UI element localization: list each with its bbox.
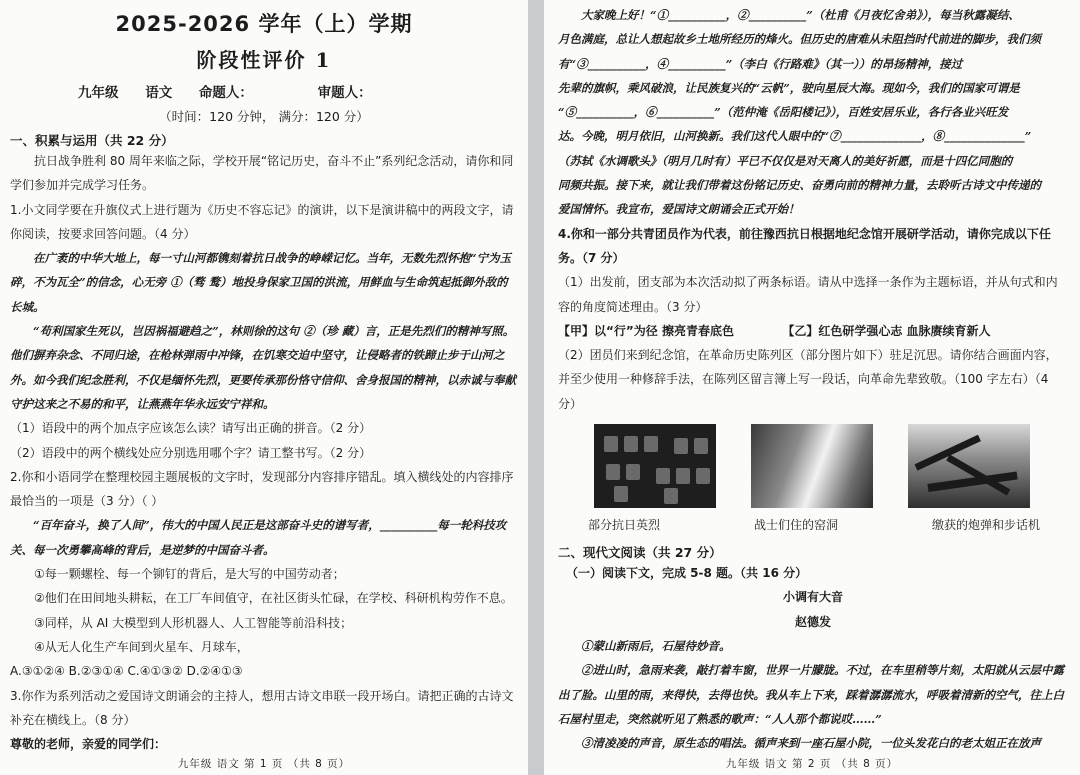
sub-question: （2）语段中的两个横线处应分别选用哪个字？请工整书写。（2 分） — [10, 445, 372, 460]
article-paragraph: ③清凌凌的声音，原生态的唱法。循声来到一座石屋小院，一位头发花白的老太姐正在放声 — [581, 736, 1041, 751]
host-speech-line: 月色满庭，总让人想起故乡土地所经历的烽火。但历史的唐难从未阻挡时代前进的脚步，我们须 — [558, 32, 1041, 47]
photo-captions — [588, 516, 1040, 533]
photo-caption: 部分抗日英烈 — [588, 518, 661, 533]
sub-question: （2）团员们来到纪念馆，在革命历史陈列区（部分图片如下）驻足沉思。请你结合画面内容，并至少使用一种修辞手法，在陈列区留言簿上写一段话，向革命先辈致敬。（100 字左右）（4 分） — [558, 348, 1058, 411]
option-item: ①每一颗螺栓、每一个铆钉的背后，是大写的中国劳动者； — [34, 567, 345, 582]
speech-paragraph: 在广袤的中华大地上，每一寸山河都镌刻着抗日战争的峥嵘记忆。当年，无数先烈怀抱“宁为玉碎，不为瓦全”的信念，心无旁 ①（骛 鹜）地投身保家卫国的洪流，用鲜血与生命筑起抵御外敌的长城。 — [10, 251, 512, 314]
exam-info — [10, 81, 518, 101]
sub-question: （1）出发前，团支部为本次活动拟了两条标语。请从中选择一条作为主题标语，并从句式和内容的角度简述理由。（3 分） — [558, 275, 1058, 314]
speech-opening: 尊敬的老师，亲爱的同学们： — [10, 737, 167, 752]
setter-label: 命题人： — [198, 85, 253, 101]
option-item: ④从无人化生产车间到火星车、月球车， — [34, 639, 249, 654]
slogan-a: 【甲】以“行”为径 擦亮青春底色 — [558, 323, 734, 338]
host-speech-line: 大家晚上好！“①__________，②__________”（杜甫《月夜忆舍弟》），每当秋露凝结、 — [581, 8, 1020, 22]
host-speech-line: （苏轼《水调歌头》（明月几时有）平已不仅仅是对天离人的美好祈愿，而是十四亿同胞的 — [558, 153, 1013, 168]
option-item: ②他们在田间地头耕耘，在工厂车间值守，在社区街头忙碌，在学校、科研机构劳作不息。 — [34, 591, 513, 606]
exam-time: （时间：120 分钟， 满分：120 分） — [159, 109, 369, 124]
reading-part-heading: （一）阅读下文，完成 5-8 题。（共 16 分） — [566, 566, 808, 581]
article-paragraph: ①蒙山新雨后，石屋待妙音。 — [581, 638, 731, 653]
martyrs-photo — [594, 424, 716, 508]
speech-paragraph: “苟利国家生死以，岂因祸福避趋之”，林则徐的这句 ②（珍 藏）言，正是先烈们的精神写照。他们摒弃杂念、不同归途，在枪林弹雨中冲锋，在饥寒交迫中坚守，让侵略者的铁蹄止步于山河之外。如今我们纪念胜利，不仅是缅怀先烈，更要传承那份恪守信仰、舍身报国的精神，以赤诚与奉献守护这来之不易的和平，让燕燕年华永远安宁祥和。 — [10, 324, 516, 411]
section-heading: 二、现代文阅读（共 27 分） — [558, 545, 722, 561]
question-4: 4.你和一部分共青团员作为代表，前往豫西抗日根据地纪念馆开展研学活动，请你完成以下任务。（7 分） — [558, 226, 1051, 265]
photo-caption: 缴获的炮弹和步话机 — [931, 518, 1040, 533]
exam-title: 2025-2026 学年（上）学期 — [115, 12, 413, 36]
exam-page-1 — [0, 0, 528, 775]
page-divider — [528, 0, 544, 775]
captured-weapons-photo — [908, 424, 1030, 508]
question-2: 2.你和小语同学在整理校园主题展板的文字时，发现部分内容排序错乱。填入横线处的内容排序最恰当的一项是（3 分）（ ） — [10, 469, 514, 509]
exam-page-2 — [544, 0, 1080, 775]
article-title: 小调有大音 — [782, 590, 843, 605]
slogan-b: 【乙】红色研学强心志 血脉赓续育新人 — [782, 323, 991, 338]
article-paragraph: ②进山时，急雨来袭，敲打着车窗，世界一片朦胧。不过，在车里稍等片刻，太阳就从云层中露出了脸。山里的雨，来得快，去得也快。我从车上下来，踩着潺潺流水，呼吸着清新的空气，往上白石屋村里走，突然就听见了熟悉的歌声：“人人那个都说哎……” — [558, 663, 1064, 726]
question-stem: “百年奋斗，换了人间”，伟大的中国人民正是这部奋斗史的谱写者，__________每一轮科技攻关、每一次勇攀高峰的背后，是逆梦的中国奋斗者。 — [10, 518, 507, 557]
reviewer-label: 审题人： — [317, 85, 372, 101]
sub-question: （1）语段中的两个加点字应该怎么读？请写出正确的拼音。（2 分） — [10, 421, 372, 436]
slogans — [558, 319, 1068, 343]
host-speech-line: 爱国情怀。我宣布，爱国诗文朗诵会正式开始！ — [558, 202, 800, 217]
section-heading: 一、积累与运用（共 22 分） — [10, 133, 174, 148]
page-footer: 九年级 语文 第 1 页 （共 8 页） — [177, 758, 351, 770]
host-speech-line: 有“③__________，④__________”（李白《行路难》（其一））的昂扬精神，接过 — [558, 56, 963, 71]
host-speech-line: 同频共振。接下来，就让我们带着这份铭记历史、奋勇向前的精神力量，去聆听古诗文中传递的 — [558, 178, 1041, 193]
host-speech-line: 先辈的旗帜，乘风破浪，让民族复兴的“云帆”，驶向星辰大海。现如今，我们的国家可谓是 — [558, 80, 1020, 95]
grade-label: 九年级 — [78, 85, 119, 101]
question-1: 1.小文同学要在升旗仪式上进行题为《历史不容忘记》的演讲，以下是演讲稿中的两段文字，请你阅读，按要求回答问题。（4 分） — [10, 202, 514, 241]
host-speech-line: 达。今晚，明月依旧，山河换新。我们这代人眼中的“⑦______________，⑧______________” — [558, 129, 1032, 144]
article-author: 赵德发 — [794, 614, 831, 629]
exam-subtitle: 阶段性评价 1 — [196, 48, 332, 72]
page-footer: 九年级 语文 第 2 页 （共 8 页） — [725, 758, 899, 770]
option-item: ③同样，从 AI 大模型到人形机器人、人工智能等前沿科技； — [34, 615, 353, 630]
cave-dwelling-photo — [751, 424, 873, 508]
host-speech-line: “⑤__________，⑥__________”（范仲淹《岳阳楼记》），百姓安居乐业，各行各业兴旺发 — [558, 105, 1009, 120]
answer-choices: A.③①②④ B.②③①④ C.④①③② D.②④①③ — [10, 664, 243, 679]
exhibit-photos — [594, 424, 1030, 508]
intro-text: 抗日战争胜利 80 周年来临之际，学校开展“铭记历史，奋斗不止”系列纪念活动，请你和同学们参加并完成学习任务。 — [10, 154, 514, 193]
subject-label: 语文 — [145, 85, 173, 101]
photo-caption: 战士们住的窑洞 — [753, 518, 838, 533]
question-3: 3.你作为系列活动之爱国诗文朗诵会的主持人，想用古诗文串联一段开场白。请把正确的古诗文补充在横线上。（8 分） — [10, 688, 514, 727]
